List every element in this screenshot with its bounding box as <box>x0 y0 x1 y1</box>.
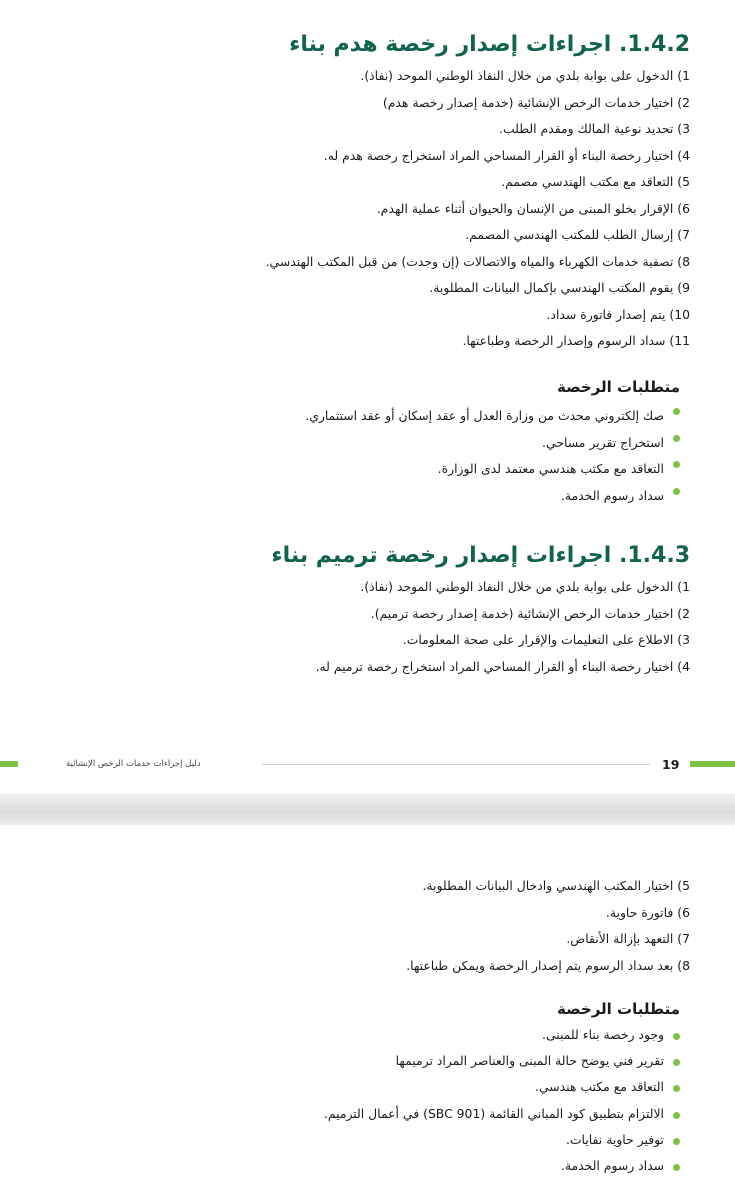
bullet-dot-icon <box>673 488 680 495</box>
list-item: 1) الدخول على بوابة بلدي من خلال النفاذ الوطني الموحد (نفاذ). <box>360 68 690 83</box>
list-item: 11) سداد الرسوم وإصدار الرخصة وطباعتها. <box>462 333 690 348</box>
document-page-20 <box>0 825 735 1200</box>
section-heading-restoration: 1.4.3. اجراءات إصدار رخصة ترميم بناء <box>271 543 690 568</box>
list-item: التعاقد مع مكتب هندسي معتمد لدى الوزارة. <box>305 456 680 483</box>
restoration-steps-list <box>316 574 690 680</box>
list-item: 5) التعاقد مع مكتب الهندسي مصمم. <box>501 174 690 189</box>
list-item: 3) الاطلاع على التعليمات والإقرار على صحة المعلومات. <box>402 632 690 647</box>
restoration-steps-list-continued <box>406 873 690 979</box>
list-item: 7) إرسال الطلب للمكتب الهندسي المصمم. <box>465 227 690 242</box>
list-item: 7) التعهد بإزالة الأنقاض. <box>566 931 690 946</box>
demolition-steps-list <box>266 63 690 355</box>
bullet-dot-icon <box>673 1085 680 1092</box>
list-item: 4) اختيار رخصة البناء أو القرار المساحي المراد استخراج رخصة ترميم له. <box>315 658 690 674</box>
list-item: 2) اختيار خدمات الرخص الإنشائية (خدمة إصدار رخصة ترميم). <box>370 605 690 621</box>
list-item: 6) الإقرار بخلو المبنى من الإنسان والحيوان أثناء عملية الهدم. <box>376 200 690 216</box>
list-item: توفير حاوية نفايات. <box>324 1127 680 1153</box>
bullet-dot-icon <box>673 408 680 415</box>
list-item: استخراج تقرير مساحي. <box>305 430 680 457</box>
list-item: 1) الدخول على بوابة بلدي من خلال النفاذ الوطني الموحد (نفاذ). <box>360 579 690 594</box>
footer-divider <box>262 764 650 765</box>
page-footer <box>0 757 735 773</box>
page-number: 19 <box>662 757 680 772</box>
page-separator <box>0 793 735 825</box>
footer-accent-bar-right <box>690 761 735 767</box>
bullet-dot-icon <box>673 1033 680 1040</box>
footer-accent-bar-left <box>0 761 18 767</box>
list-item: 2) اختيار خدمات الرخص الإنشائية (خدمة إصدار رخصة هدم) <box>382 94 690 110</box>
list-item: تقرير فني يوضح حالة المبنى والعناصر المراد ترميمها <box>324 1048 680 1074</box>
bullet-dot-icon <box>673 1112 680 1119</box>
list-item: 10) يتم إصدار فاتورة سداد. <box>546 306 690 322</box>
list-item: وجود رخصة بناء للمبنى. <box>324 1022 680 1048</box>
list-item: 5) اختيار المكتب الهندسي وادخال البيانات المطلوبة. <box>422 878 690 893</box>
list-item: 8) بعد سداد الرسوم يتم إصدار الرخصة ويمكن طباعتها. <box>406 957 690 973</box>
footer-document-title: دليل إجراءات خدمات الرخص الإنشائية <box>66 759 201 769</box>
list-item: سداد رسوم الخدمة. <box>324 1153 680 1179</box>
list-item: صك إلكتروني محدث من وزارة العدل أو عقد إسكان أو عقد استثماري. <box>305 403 680 430</box>
list-item: الالتزام بتطبيق كود المباني القائمة (SBC 901) في أعمال الترميم. <box>324 1101 680 1127</box>
list-item: 8) تصفية خدمات الكهرباء والمياه والاتصالات (إن وجدت) من قبل المكتب الهندسي. <box>265 253 690 269</box>
bullet-dot-icon <box>673 1164 680 1171</box>
demolition-requirements-list <box>305 403 680 509</box>
list-item: 3) تحديد نوعية المالك ومقدم الطلب. <box>499 121 690 136</box>
section-heading-demolition: 1.4.2. اجراءات إصدار رخصة هدم بناء <box>289 32 690 57</box>
requirements-heading: متطلبات الرخصة <box>557 378 680 396</box>
bullet-dot-icon <box>673 1059 680 1066</box>
bullet-dot-icon <box>673 435 680 442</box>
list-item: 4) اختيار رخصة البناء أو القرار المساحي المراد استخراج رخصة هدم له. <box>323 147 690 163</box>
list-item: سداد رسوم الخدمة. <box>305 483 680 510</box>
list-item: 6) فاتورة حاوية. <box>605 904 690 920</box>
requirements-heading: متطلبات الرخصة <box>557 1000 680 1018</box>
list-item: التعاقد مع مكتب هندسي. <box>324 1074 680 1100</box>
list-item: 9) يقوم المكتب الهندسي بإكمال البيانات المطلوبة. <box>429 280 690 295</box>
bullet-dot-icon <box>673 461 680 468</box>
restoration-requirements-list <box>324 1022 680 1179</box>
bullet-dot-icon <box>673 1138 680 1145</box>
